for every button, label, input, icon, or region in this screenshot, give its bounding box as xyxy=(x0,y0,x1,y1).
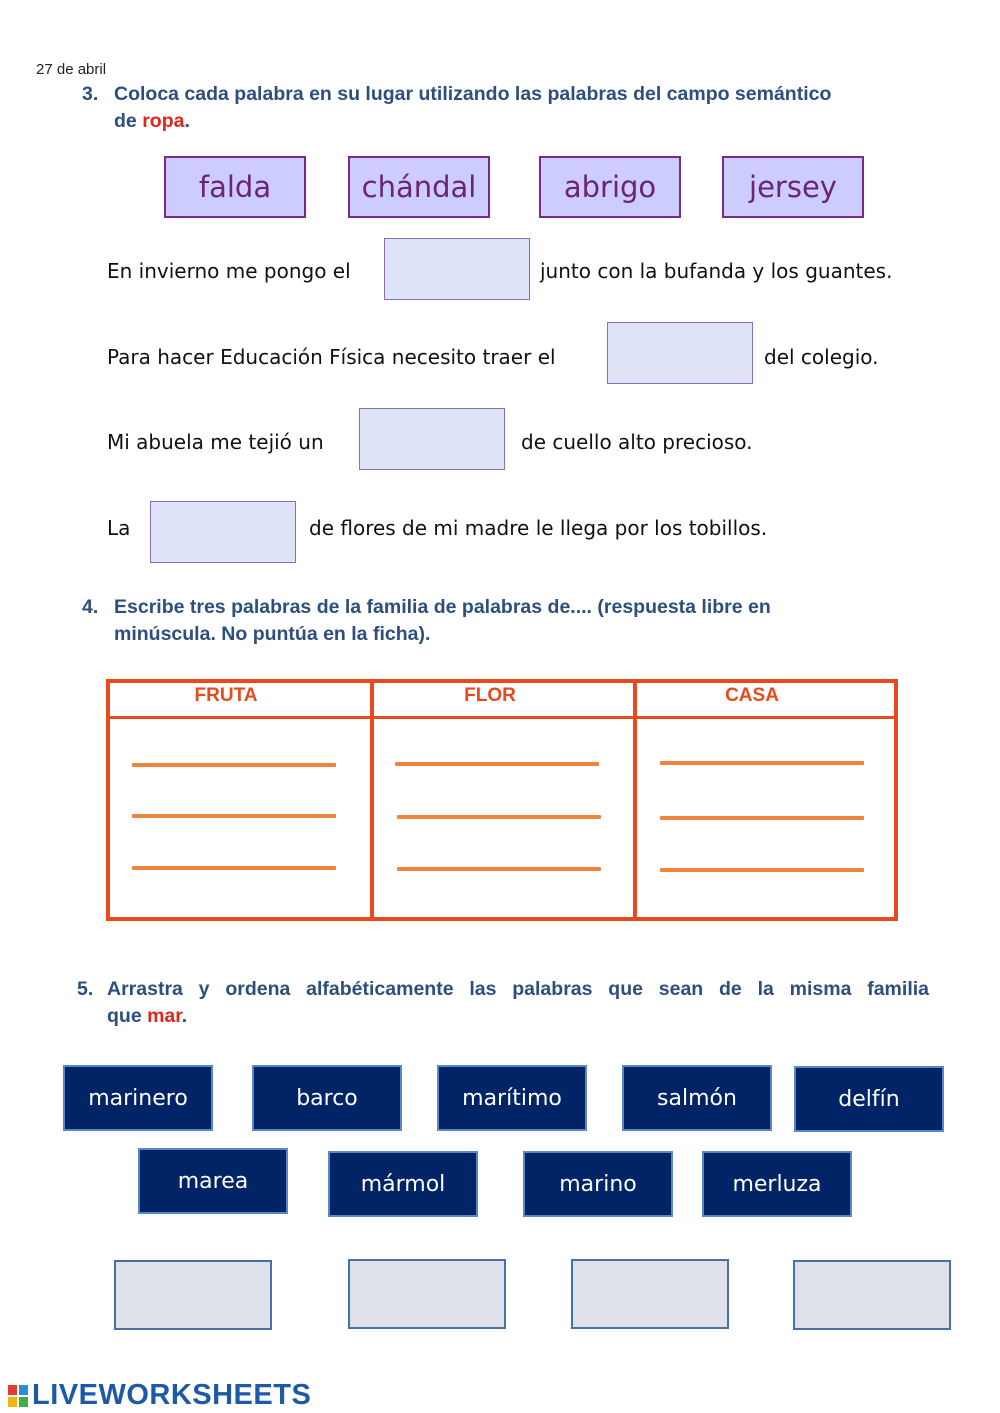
drag-word[interactable]: delfín xyxy=(794,1066,944,1132)
sentence-2-after: del colegio. xyxy=(764,345,879,369)
answer-drop-3[interactable] xyxy=(359,408,505,470)
date-label: 27 de abril xyxy=(36,61,107,78)
column-header-casa: CASA xyxy=(725,685,779,706)
table-header-divider xyxy=(110,716,894,719)
answer-line[interactable] xyxy=(132,814,336,818)
question-5 xyxy=(77,976,929,1030)
word-chip[interactable]: jersey xyxy=(722,156,864,218)
answer-line[interactable] xyxy=(660,816,864,820)
word-chip[interactable]: chándal xyxy=(348,156,490,218)
question-5-line2: que mar. xyxy=(107,1005,188,1027)
drag-word[interactable]: merluza xyxy=(702,1151,852,1217)
answer-drop-2[interactable] xyxy=(607,322,753,384)
table-column-divider xyxy=(633,683,637,917)
answer-line[interactable] xyxy=(397,815,601,819)
liveworksheets-logo-icon xyxy=(8,1384,30,1408)
answer-line[interactable] xyxy=(397,867,601,871)
question-4 xyxy=(82,594,962,648)
answer-line[interactable] xyxy=(660,868,864,872)
drop-slot-4[interactable] xyxy=(793,1260,951,1330)
column-header-flor: FLOR xyxy=(464,685,516,706)
sentence-4-after: de flores de mi madre le llega por los tobillos. xyxy=(309,516,768,540)
question-5-number: 5. xyxy=(77,978,94,1000)
sentence-1-after: junto con la bufanda y los guantes. xyxy=(540,259,893,283)
drop-slot-1[interactable] xyxy=(114,1260,272,1330)
column-header-fruta: FRUTA xyxy=(194,685,258,706)
sentence-3-after: de cuello alto precioso. xyxy=(521,430,753,454)
answer-line[interactable] xyxy=(132,763,336,767)
question-5-line1: Arrastra y ordena alfabéticamente las palabras que sean de la misma familia xyxy=(107,978,929,1000)
drag-word[interactable]: marítimo xyxy=(437,1065,587,1131)
question-3-line2: de ropa. xyxy=(114,110,190,132)
answer-line[interactable] xyxy=(660,761,864,765)
word-chip[interactable]: abrigo xyxy=(539,156,681,218)
answer-line[interactable] xyxy=(395,762,599,766)
question-4-number: 4. xyxy=(82,596,99,618)
question-4-line1: Escribe tres palabras de la familia de palabras de.... (respuesta libre en xyxy=(114,596,771,618)
keyword-ropa: ropa xyxy=(142,110,185,132)
brand-text: LIVEWORKSHEETS xyxy=(32,1379,312,1411)
answer-line[interactable] xyxy=(132,866,336,870)
keyword-mar: mar xyxy=(147,1005,182,1027)
liveworksheets-logo xyxy=(8,1379,311,1412)
drag-word[interactable]: salmón xyxy=(622,1065,772,1131)
word-family-table xyxy=(106,679,898,921)
drop-slot-2[interactable] xyxy=(348,1259,506,1329)
drag-word[interactable]: mármol xyxy=(328,1151,478,1217)
question-3-number: 3. xyxy=(82,83,99,105)
drop-slot-3[interactable] xyxy=(571,1259,729,1329)
drag-word[interactable]: marino xyxy=(523,1151,673,1217)
sentence-4-before: La xyxy=(107,516,131,540)
drag-word[interactable]: marinero xyxy=(63,1065,213,1131)
sentence-1-before: En invierno me pongo el xyxy=(107,259,351,283)
sentence-2-before: Para hacer Educación Física necesito traer el xyxy=(107,345,556,369)
answer-drop-4[interactable] xyxy=(150,501,296,563)
question-3 xyxy=(82,81,962,135)
answer-drop-1[interactable] xyxy=(384,238,530,300)
drag-word[interactable]: marea xyxy=(138,1148,288,1214)
sentence-3-before: Mi abuela me tejió un xyxy=(107,430,324,454)
word-chip[interactable]: falda xyxy=(164,156,306,218)
question-3-line1: Coloca cada palabra en su lugar utilizando las palabras del campo semántico xyxy=(114,83,832,105)
table-column-divider xyxy=(370,683,374,917)
drag-word[interactable]: barco xyxy=(252,1065,402,1131)
question-4-line2: minúscula. No puntúa en la ficha). xyxy=(114,623,431,645)
